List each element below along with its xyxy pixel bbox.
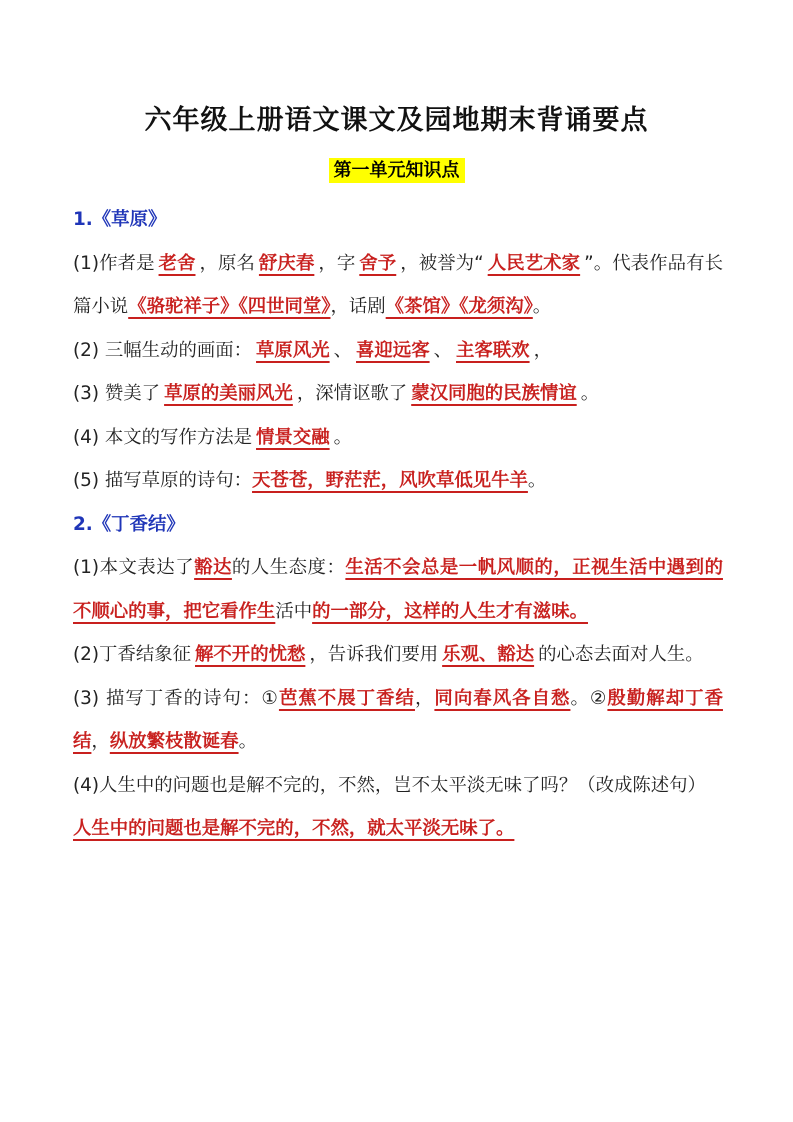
text: ，告诉我们要用 xyxy=(309,644,439,665)
text: 的人生态度： xyxy=(231,557,346,578)
answer-life-view-2: 的一部分，这样的人生才有滋味。 xyxy=(312,600,588,622)
text: 。 xyxy=(580,383,600,404)
caoyuan-item-3 xyxy=(73,372,723,416)
text: 的心态去面对人生。 xyxy=(538,644,704,665)
answer-title: 人民艺术家 xyxy=(487,252,581,274)
text: ，话剧 xyxy=(330,296,386,317)
caoyuan-item-5 xyxy=(73,459,723,503)
text: 、 xyxy=(433,339,452,361)
dingxiangjie-item-4: (4)人生中的问题也是解不完的，不然，岂不太平淡无味了吗？（改成陈述句） xyxy=(73,774,706,796)
caoyuan-item-1 xyxy=(73,242,723,329)
text: (2) 三幅生动的画面： xyxy=(73,339,253,361)
answer-life-view-1: 生活不会总是一帆风顺的，正视生活中遇到的不顺心的事，把它看作生 xyxy=(73,557,723,622)
answer-poem-line-4: 纵放繁枝散诞春 xyxy=(109,731,239,752)
text: ，深情讴歌了 xyxy=(296,383,408,404)
text: (2)丁香结象征 xyxy=(73,644,192,665)
text: 。 xyxy=(333,426,353,448)
content-body xyxy=(73,198,723,851)
text: 、 xyxy=(333,339,353,361)
answer-novels: 《骆驼祥子》《四世同堂》 xyxy=(128,296,331,317)
answer-method: 情景交融 xyxy=(256,426,330,448)
answer-poem-line-1: 芭蕉不展丁香结 xyxy=(278,687,415,709)
text: 。 xyxy=(527,470,547,491)
answer-praise: 草原的美丽风光 xyxy=(164,383,293,404)
caoyuan-item-2 xyxy=(73,329,723,373)
text: 。 xyxy=(532,296,552,317)
answer-mindset: 乐观、豁达 xyxy=(442,644,535,665)
answer-scene-1: 草原风光 xyxy=(256,339,330,361)
text: 。 xyxy=(238,731,257,752)
answer-attitude: 豁达 xyxy=(194,557,232,578)
answer-poem-line-2: 同向春风各自愁 xyxy=(434,687,571,709)
unit-heading xyxy=(0,156,793,182)
text: ， xyxy=(533,339,552,361)
answer-courtesy-name: 舍予 xyxy=(359,252,397,274)
answer-statement: 人生中的问题也是解不完的，不然，就太平淡无味了。 xyxy=(73,818,515,839)
answer-poem-line-3: 殷勤解却丁香结 xyxy=(73,687,723,752)
answer-poem: 天苍苍，野茫茫，风吹草低见牛羊 xyxy=(252,470,528,491)
answer-ode: 蒙汉同胞的民族情谊 xyxy=(411,383,577,404)
text: ，字 xyxy=(318,252,356,274)
text: ， xyxy=(414,687,435,709)
section-heading-caoyuan: 1.《草原》 xyxy=(73,209,167,230)
answer-plays: 《茶馆》《龙须沟》 xyxy=(385,296,533,317)
answer-scene-2: 喜迎远客 xyxy=(356,339,430,361)
text: ， xyxy=(91,731,110,752)
text: (3) 描写丁香的诗句：① xyxy=(73,687,279,709)
text: (1)作者是 xyxy=(73,252,155,274)
answer-author: 老舍 xyxy=(158,252,196,274)
dingxiangjie-item-1 xyxy=(73,546,723,633)
text: ，被誉为“ xyxy=(400,252,484,274)
unit-title: 第一单元知识点 xyxy=(329,158,465,183)
page-title: 六年级上册语文课文及园地期末背诵要点 xyxy=(144,105,649,136)
text: 活中 xyxy=(275,600,313,622)
text: ”。代表作品有长篇小说 xyxy=(73,252,723,317)
text: (1)本文表达了 xyxy=(73,557,195,578)
answer-original-name: 舒庆春 xyxy=(258,252,315,274)
answer-scene-3: 主客联欢 xyxy=(456,339,530,361)
dingxiangjie-item-3 xyxy=(73,677,723,764)
text: 。② xyxy=(570,687,608,709)
text: (3) 赞美了 xyxy=(73,383,161,404)
text: (5) 描写草原的诗句： xyxy=(73,470,253,491)
dingxiangjie-item-4-answer xyxy=(73,807,723,851)
caoyuan-item-4 xyxy=(73,416,723,460)
dingxiangjie-item-2 xyxy=(73,633,723,677)
text: ，原名 xyxy=(199,252,255,274)
section-heading-dingxiangjie: 2.《丁香结》 xyxy=(73,513,185,535)
text: (4) 本文的写作方法是 xyxy=(73,426,253,448)
answer-symbol: 解不开的忧愁 xyxy=(195,644,306,665)
